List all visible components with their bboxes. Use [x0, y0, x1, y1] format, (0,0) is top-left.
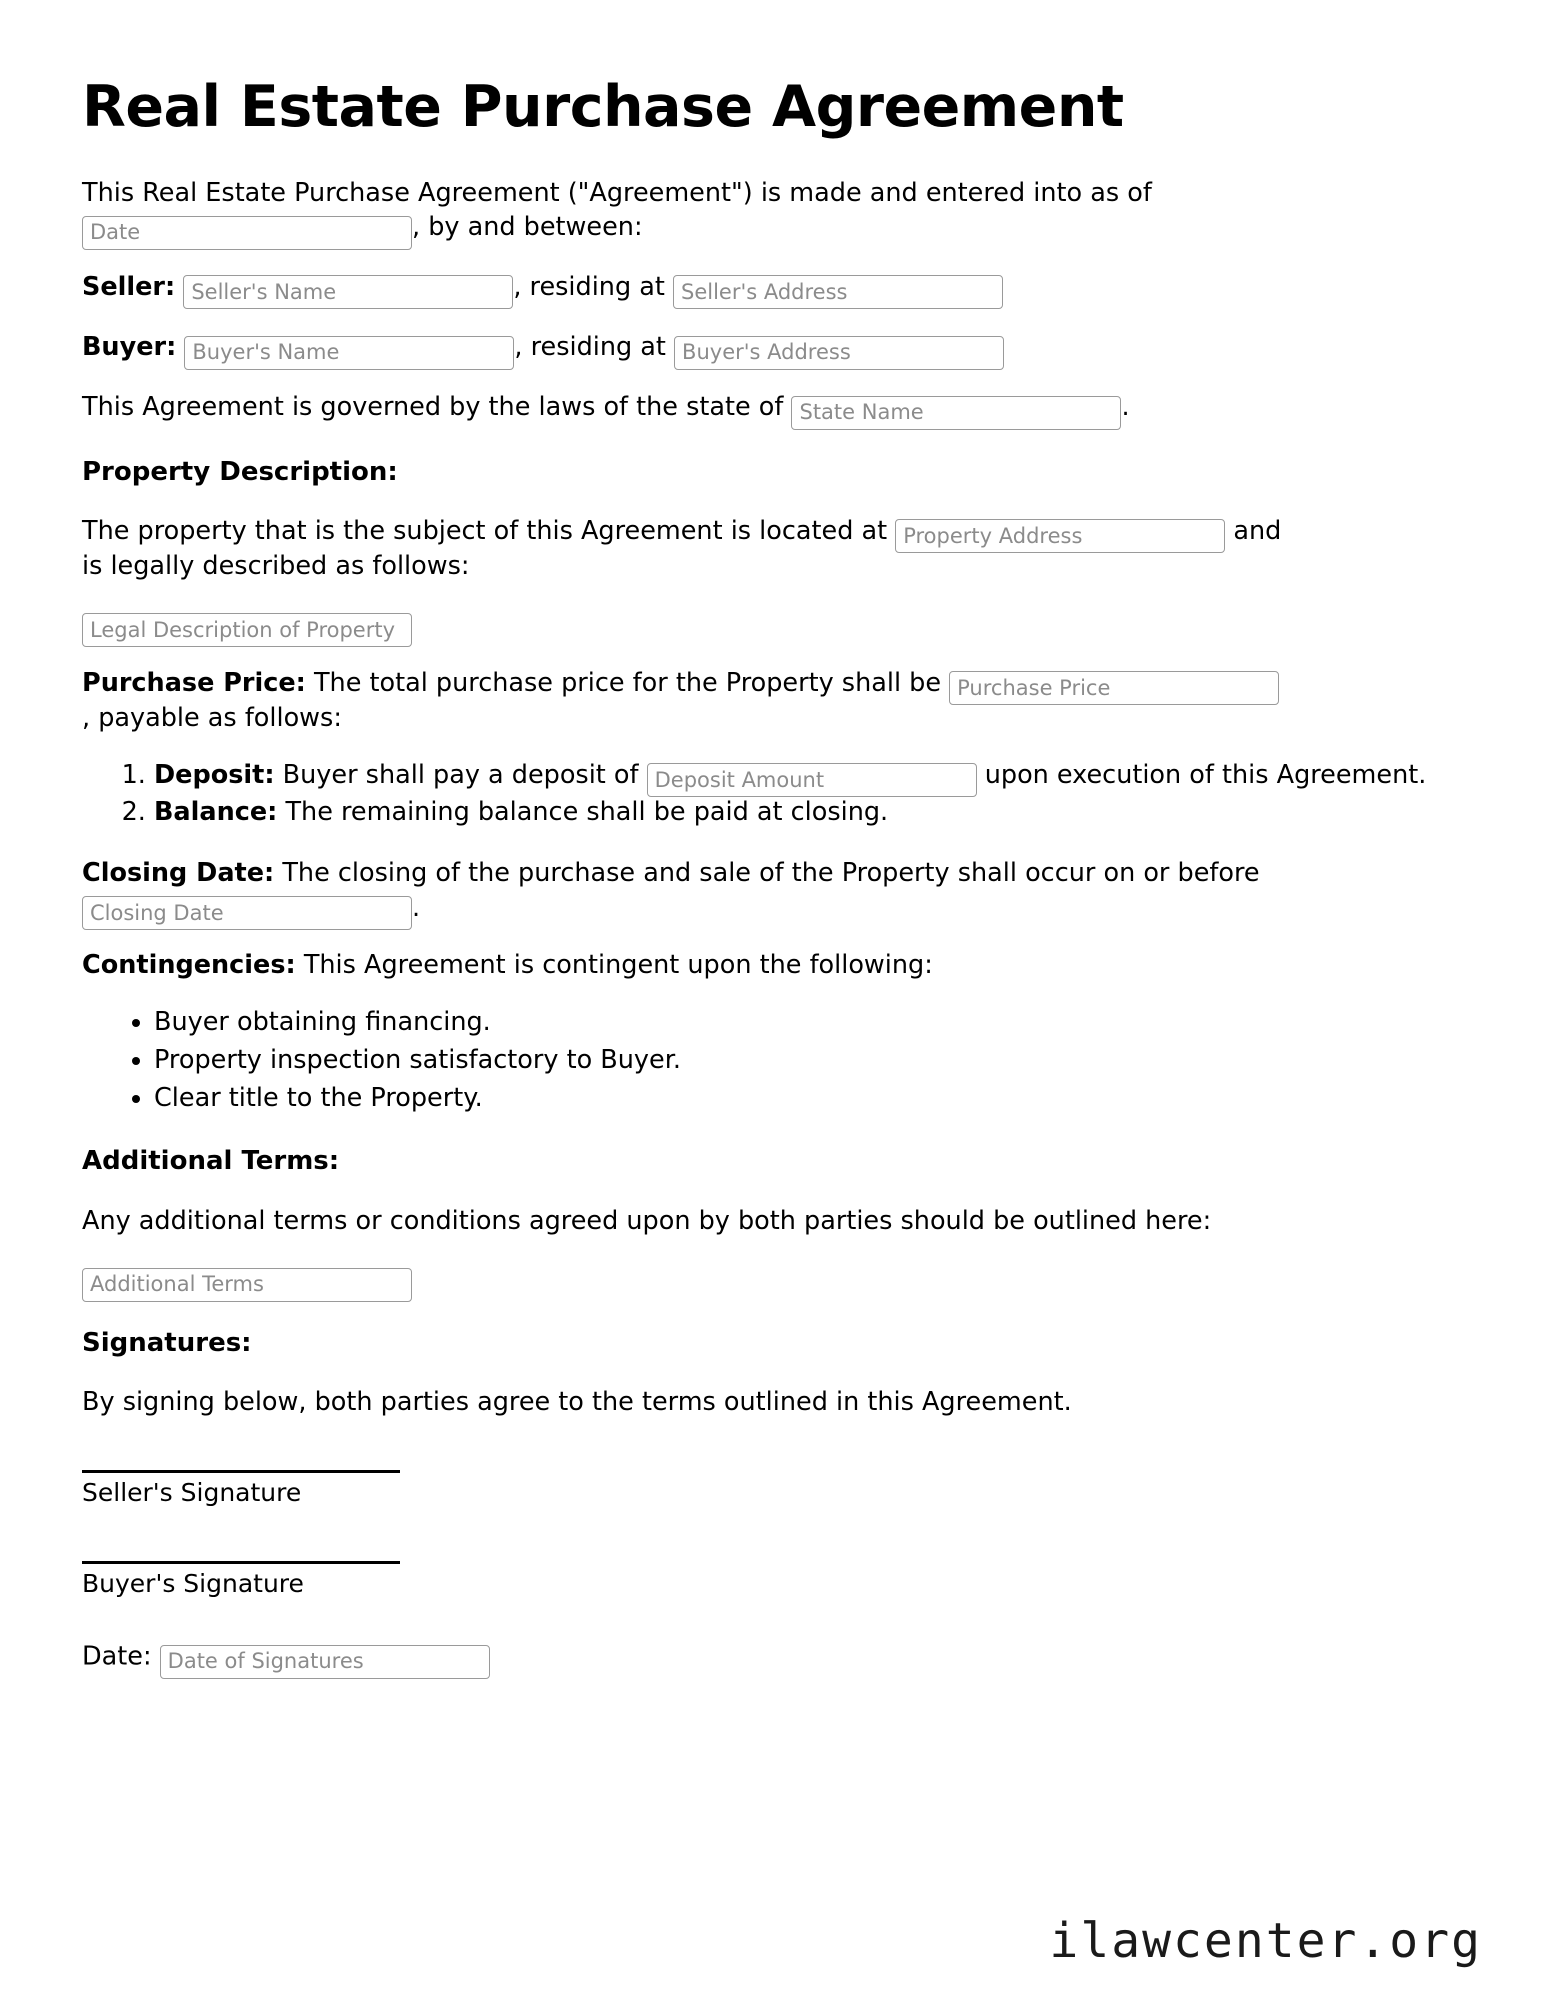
closing-date-paragraph [82, 856, 1474, 926]
property-location-paragraph [82, 514, 1474, 584]
date-input[interactable] [82, 216, 412, 250]
deposit-text-before: Buyer shall pay a deposit of [282, 759, 639, 790]
signature-date-input[interactable] [160, 1645, 490, 1679]
signature-date-row [82, 1641, 1474, 1675]
property-description-heading: Property Description: [82, 456, 398, 487]
additional-terms-heading: Additional Terms: [82, 1146, 340, 1177]
buyer-row [82, 328, 1474, 366]
seller-name-input[interactable] [183, 275, 513, 309]
closing-date-period: . [412, 892, 421, 923]
buyer-name-input[interactable] [184, 336, 514, 370]
buyer-address-input[interactable] [674, 336, 1004, 370]
seller-address-input[interactable] [673, 275, 1003, 309]
contingencies-list [82, 1005, 1474, 1117]
intro-text-prefix: This Real Estate Purchase Agreement ("Agreement") is made and entered into as of [82, 177, 1152, 208]
property-located-text: The property that is the subject of this Agreement is located at [82, 515, 888, 546]
governing-law-text: This Agreement is governed by the laws of the state of [82, 392, 784, 423]
contingencies-label: Contingencies: [82, 950, 296, 981]
list-item: • Buyer obtaining financing. [154, 1005, 1474, 1040]
property-legal-text: is legally described as follows: [82, 551, 470, 582]
list-item-balance [154, 795, 1474, 830]
closing-date-input[interactable] [82, 896, 412, 930]
deposit-text-after: upon execution of this Agreement. [984, 759, 1427, 790]
purchase-price-input[interactable] [949, 671, 1279, 705]
seller-residing-text: , residing at [513, 271, 665, 302]
buyer-signature-line [82, 1561, 400, 1564]
buyer-signature-caption: Buyer's Signature [82, 1569, 304, 1599]
signatures-heading: Signatures: [82, 1328, 252, 1359]
property-and-text: and [1233, 515, 1282, 546]
purchase-price-text: The total purchase price for the Property shall be [313, 667, 942, 698]
signature-block [82, 1470, 1474, 1675]
buyer-residing-text: , residing at [514, 332, 666, 363]
list-item-deposit [154, 758, 1474, 794]
deposit-amount-input[interactable] [647, 763, 977, 797]
purchase-price-payable-text: , payable as follows: [82, 703, 342, 734]
seller-label: Seller: [82, 271, 176, 302]
balance-text: The remaining balance shall be paid at closing. [285, 797, 889, 828]
balance-label: Balance: [154, 797, 278, 828]
signature-date-label: Date: [82, 1641, 152, 1672]
purchase-price-label: Purchase Price: [82, 667, 306, 698]
seller-signature-caption: Seller's Signature [82, 1477, 302, 1507]
watermark: ilawcenter.org [1049, 1913, 1482, 1969]
seller-row [82, 268, 1474, 306]
intro-text-suffix: , by and between: [412, 212, 643, 243]
list-item: • Clear title to the Property. [154, 1081, 1474, 1116]
closing-date-label: Closing Date: [82, 858, 275, 889]
closing-date-text-before: The closing of the purchase and sale of the Property shall occur on or before [282, 858, 1260, 889]
contingencies-paragraph [82, 948, 1474, 982]
legal-description-row [82, 606, 1474, 644]
property-address-input[interactable] [895, 519, 1225, 553]
additional-terms-paragraph: Any additional terms or conditions agreed upon by both parties should be outlined here: [82, 1205, 1212, 1236]
additional-terms-input[interactable] [82, 1268, 412, 1302]
state-name-input[interactable] [791, 396, 1121, 430]
deposit-label: Deposit: [154, 759, 275, 790]
intro-paragraph [82, 176, 1474, 246]
buyer-label: Buyer: [82, 332, 177, 363]
legal-description-input[interactable] [82, 613, 412, 647]
contingencies-text: This Agreement is contingent upon the following: [303, 950, 933, 981]
payment-terms-list [82, 758, 1474, 831]
purchase-price-paragraph [82, 666, 1474, 736]
list-item: • Property inspection satisfactory to Buyer. [154, 1043, 1474, 1078]
signatures-paragraph: By signing below, both parties agree to the terms outlined in this Agreement. [82, 1387, 1072, 1418]
page-title: Real Estate Purchase Agreement [82, 74, 1124, 140]
governing-law-row [82, 388, 1474, 426]
governing-law-period: . [1121, 392, 1130, 423]
seller-signature-line [82, 1470, 400, 1473]
additional-terms-row [82, 1260, 1474, 1298]
